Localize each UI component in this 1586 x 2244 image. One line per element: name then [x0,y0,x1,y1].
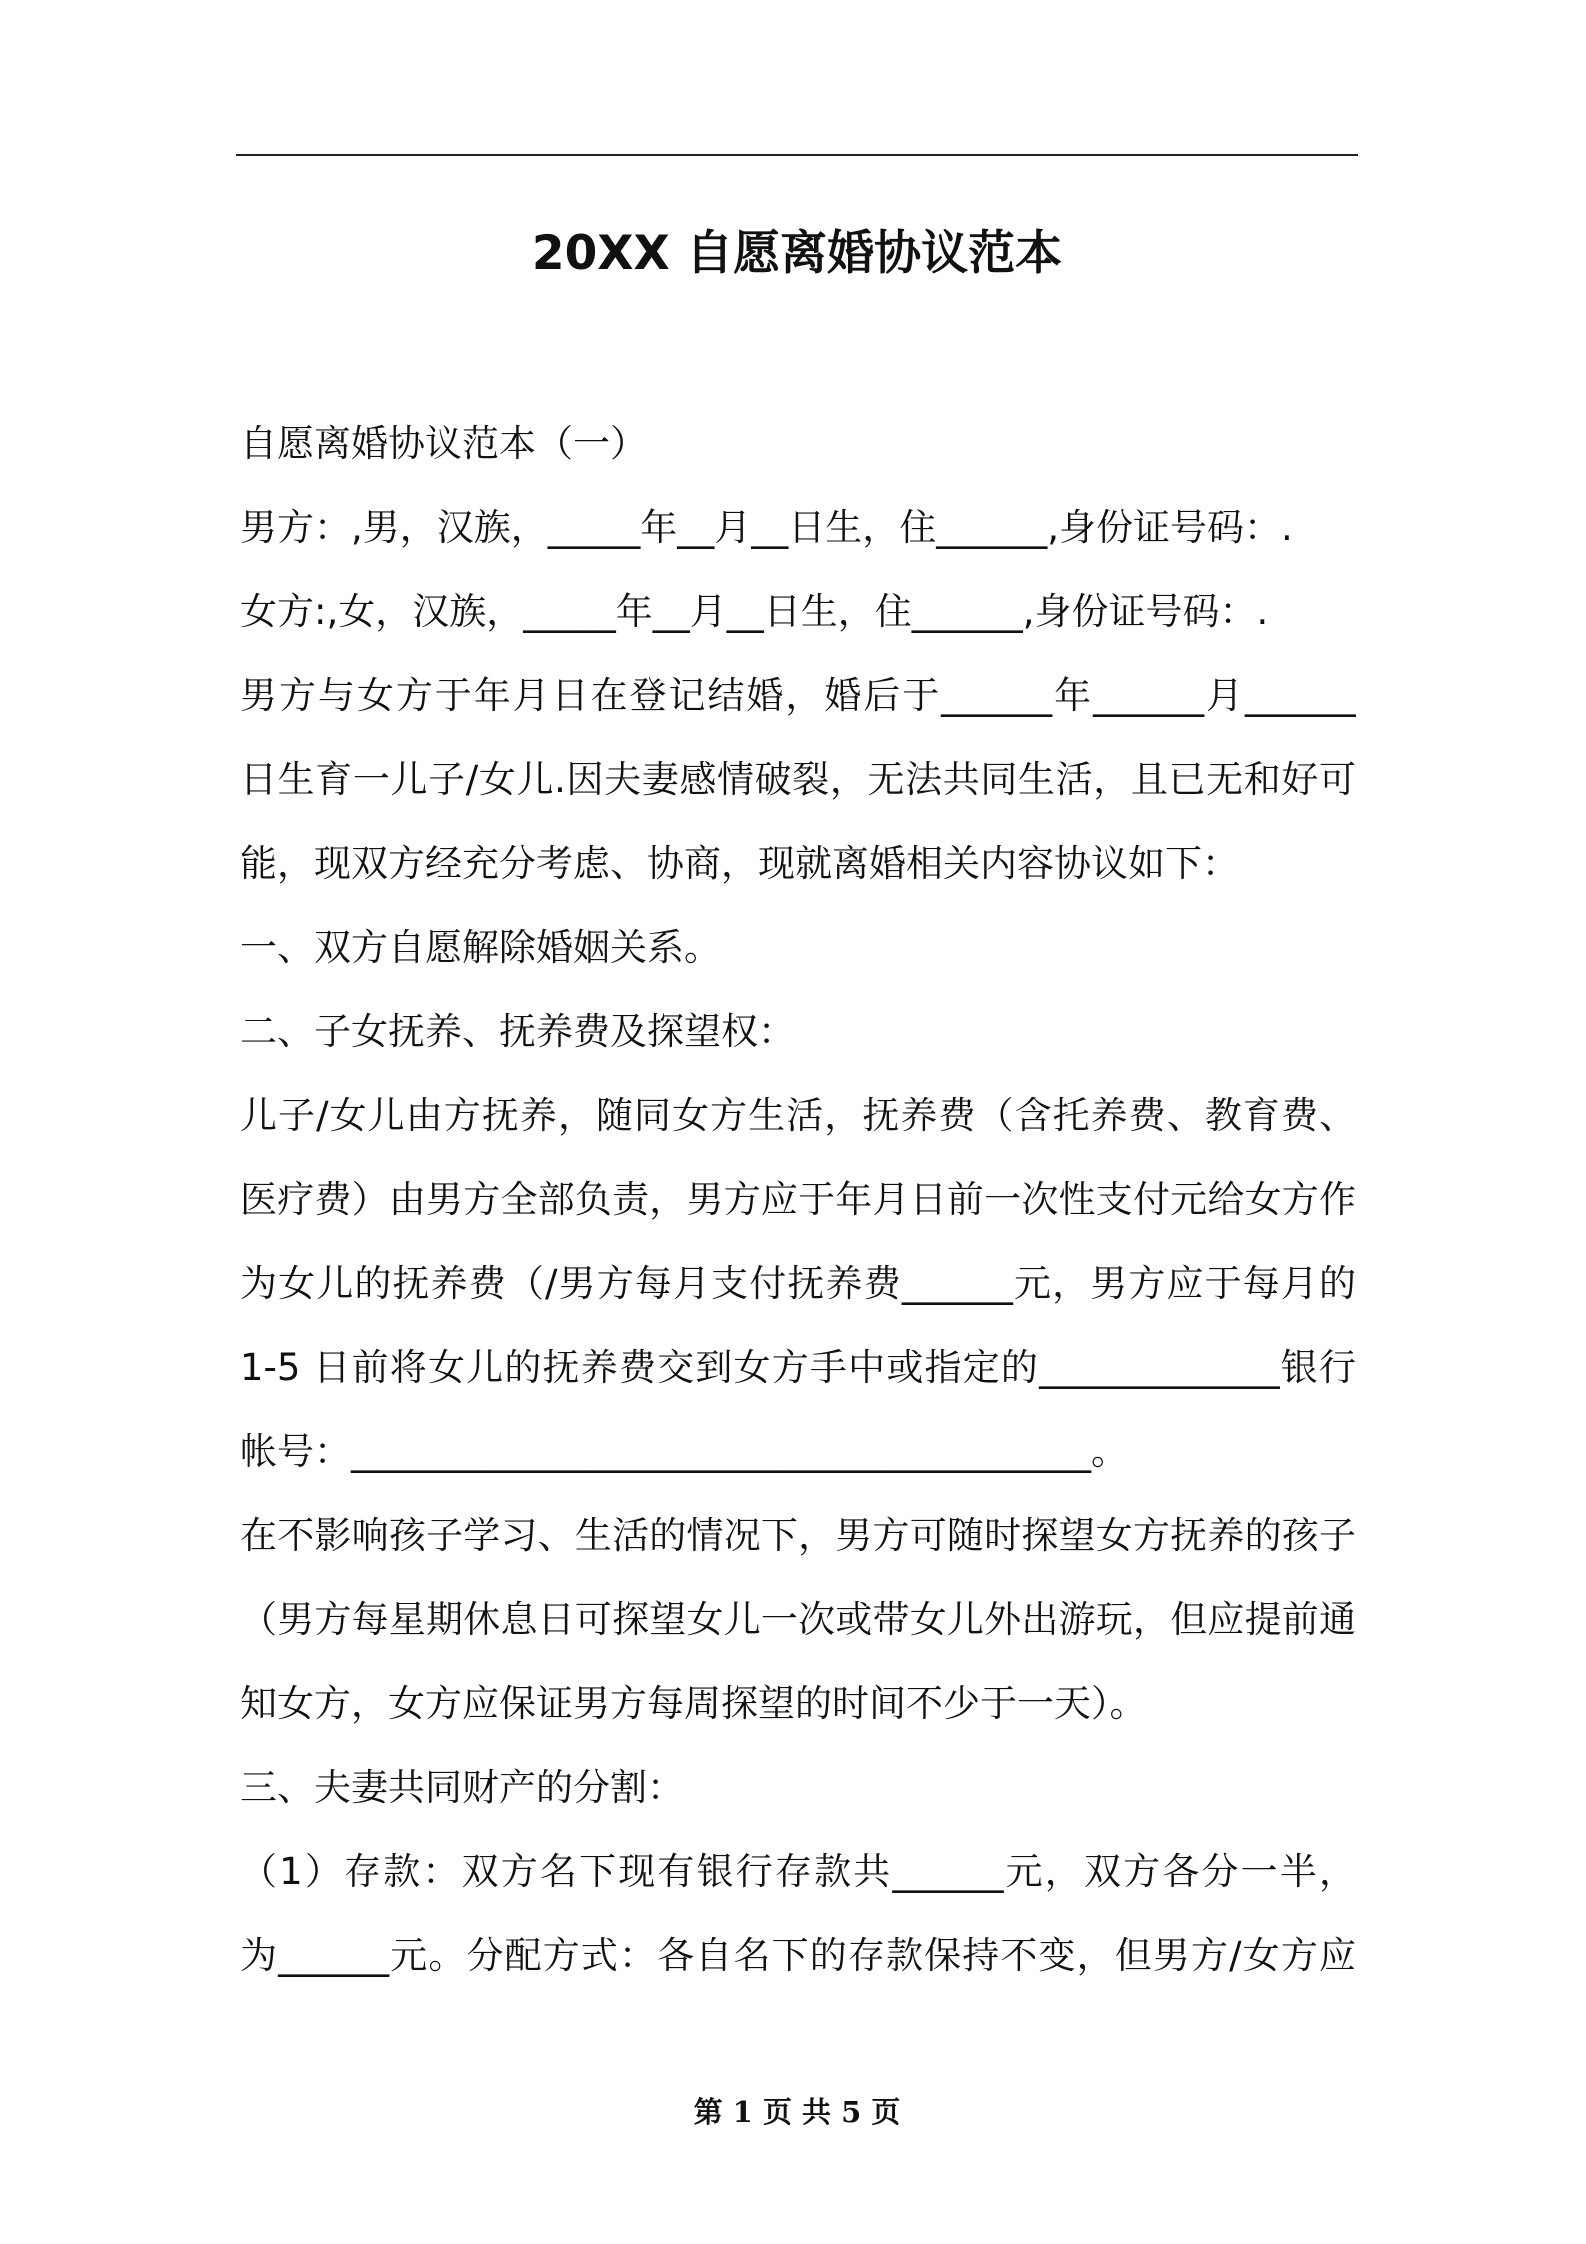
clause-heading-two: 二、子女抚养、抚养费及探望权： [240,1010,795,1053]
paragraph-line-husband-info: 男方：,男，汉族，_____年__月__日生，住______,身份证号码：. [240,506,1293,549]
clause-heading-three: 三、夫妻共同财产的分割： [240,1766,684,1809]
paragraph-line: （男方每星期休息日可探望女儿一次或带女儿外出游玩，但应提前通 [240,1598,1356,1641]
clause-heading-one: 一、双方自愿解除婚姻关系。 [240,926,721,969]
paragraph-line: 男方与女方于年月日在登记结婚，婚后于______年______月______ [240,674,1356,717]
paragraph-line: 知女方，女方应保证男方每周探望的时间不少于一天）。 [240,1682,1147,1725]
paragraph-line: 为______元。分配方式：各自名下的存款保持不变，但男方/女方应 [240,1934,1356,1977]
paragraph-line: 为女儿的抚养费（/男方每月支付抚养费______元，男方应于每月的 [240,1262,1356,1305]
paragraph-line: （1）存款：双方名下现有银行存款共______元，双方各分一半， [240,1850,1356,1893]
document-title: 20XX 自愿离婚协议范本 [531,226,1063,281]
section-heading-sample-one: 自愿离婚协议范本（一） [240,422,647,465]
header-rule [236,154,1358,156]
paragraph-line-wife-info: 女方:,女，汉族，_____年__月__日生，住______,身份证号码：. [240,590,1269,633]
paragraph-line: 在不影响孩子学习、生活的情况下，男方可随时探望女方抚养的孩子 [240,1514,1356,1557]
paragraph-line: 能，现双方经充分考虑、协商，现就离婚相关内容协议如下： [240,842,1239,885]
paragraph-line: 医疗费）由男方全部负责，男方应于年月日前一次性支付元给女方作 [240,1178,1356,1221]
paragraph-line: 儿子/女儿由方抚养，随同女方生活，抚养费（含托养费、教育费、 [240,1094,1356,1137]
paragraph-line: 1-5 日前将女儿的抚养费交到女方手中或指定的_____________银行 [240,1346,1356,1389]
paragraph-line-account: 帐号：________________________________________。 [240,1430,1128,1473]
paragraph-line: 日生育一儿子/女儿.因夫妻感情破裂，无法共同生活，且已无和好可 [240,758,1356,801]
document-body [240,402,1356,1998]
page-number-footer: 第 1 页 共 5 页 [693,2095,901,2129]
